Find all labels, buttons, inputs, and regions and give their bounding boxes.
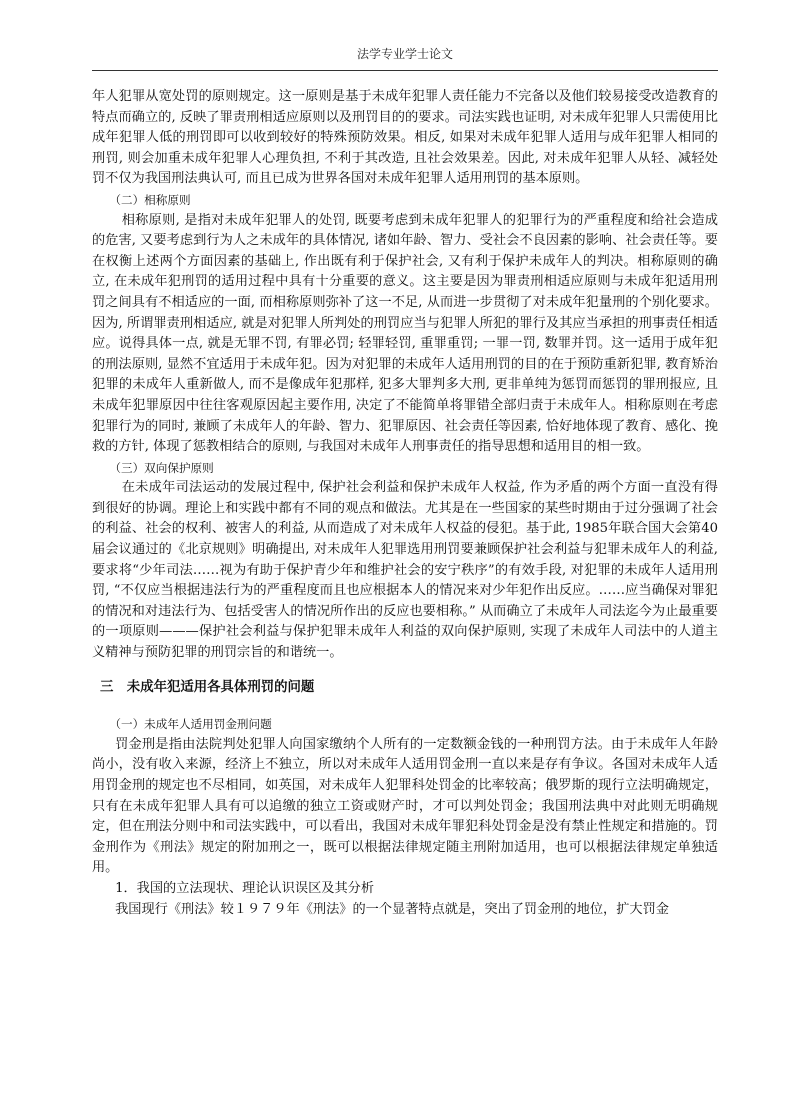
section-heading-3: 三 未成年犯适用各具体刑罚的问题: [100, 679, 315, 695]
spacer: [92, 698, 718, 714]
subheading-dual-protection: （三）双向保护原则: [109, 460, 214, 475]
subheading-proportionality: （二）相称原则: [109, 192, 191, 207]
paragraph-dual-protection: 在未成年司法运动的发展过程中, 保护社会利益和保护未成年人权益, 作为矛盾的两个方面一直没有得到很好的协调。理论上和实践中都有不同的观点和做法。尤其是在一些国家的某些时期由于过分强调了社会的利益、社会的权利、被害人的利益, 从而造成了对未成年人权益的侵犯。基于此, 1985年联合国大会第40 届会议通过的《北京规则》明确提出, 对未成年人犯罪选用刑罚要兼顾保护社会利益与犯罪未成年人的利益, 要求将“少年司法……视为有助于保护青少年和维护社会的安宁秩序”的有效手段, 对犯罪的未成年人适用刑罚, “不仅应当根据违法行为的严重程度而且也应根据本人的情况来对少年犯作出反应。……应当确保对罪犯的情况和对违法行为、包括受害人的情况所作出的反应也要相称。” 从而确立了未成年人司法迄今为止最重要的一项原则———保护社会利益与保护犯罪未成年人利益的双向保护原则, 实现了未成年人司法中的人道主义精神与预防犯罪的刑罚宗旨的和谐统一。: [92, 480, 718, 661]
paragraph-fines: 罚金刑是指由法院判处犯罪人向国家缴纳个人所有的一定数额金钱的一种刑罚方法。由于未成年人年龄尚小，没有收入来源，经济上不独立，所以对未成年人适用罚金刑一直以来是存有争议。各国对未成年人适用罚金刑的规定也不尽相同，如英国，对未成年人犯罪科处罚金的比率较高；俄罗斯的现行立法明确规定，只有在未成年犯罪人具有可以追缴的独立工资或财产时，才可以判处罚金；我国刑法典中对此则无明确规定，但在刑法分则中和司法实践中，可以看出，我国对未成年罪犯科处罚金是没有禁止性规定和措施的。罚金刑作为《刑法》规定的附加刑之一，既可以根据法律规定随主刑附加适用，也可以根据法律规定单独适用。: [92, 736, 718, 876]
subheading-fines: （一）未成年人适用罚金刑问题: [109, 717, 272, 732]
header-rule: [92, 70, 718, 71]
spacer: [92, 664, 718, 678]
running-header: 法学专业学士论文: [356, 47, 453, 61]
paragraph-legislation: 我国现行《刑法》较１９７９年《刑法》的一个显著特点就是，突出了罚金刑的地位，扩大罚金: [115, 901, 669, 917]
paragraph-proportionality: 相称原则, 是指对未成年犯罪人的处罚, 既要考虑到未成年犯罪人的犯罪行为的严重程度和给社会造成的危害, 又要考虑到行为人之未成年的具体情况, 诸如年龄、智力、受社会不良因素的影响、社会责任等。要在权衡上述两个方面因素的基础上, 作出既有利于保护社会, 又有利于保护未成年人的判决。相称原则的确立, 在未成年犯刑罚的适用过程中具有十分重要的意义。这主要是因为罪责刑相适应原则与未成年犯适用刑罚之间具有不相适应的一面, 而相称原则弥补了这一不足, 从而进一步贯彻了对未成年犯量刑的个别化要求。因为, 所谓罪责刑相适应, 就是对犯罪人所判处的刑罚应当与犯罪人所犯的罪行及其应当承担的刑事责任相适应。说得具体一点, 就是无罪不罚, 有罪必罚; 轻罪轻罚, 重罪重罚; 一罪一罚, 数罪并罚。这一适用于成年犯的刑法原则, 显然不宜适用于未成年犯。因为对犯罪的未成年人适用刑罚的目的在于预防重新犯罪, 教育矫治犯罪的未成年人重新做人, 而不是像成年犯那样, 犯多大罪判多大刑, 更非单纯为惩罚而惩罚的罪刑报应, 且未成年犯罪原因中往往客观原因起主要作用, 决定了不能简单将罪错全部归责于未成年人。相称原则在考虑犯罪行为的同时, 兼顾了未成年人的年龄、智力、犯罪原因、社会责任等因素, 恰好地体现了教育、感化、挽救的方针, 体现了惩教相结合的原则, 与我国对未成年人刑事责任的指导思想和适用目的相一致。: [92, 212, 718, 455]
paragraph-continuation: 年人犯罪从宽处罚的原则规定。这一原则是基于未成年犯罪人责任能力不完备以及他们较易接受改造教育的特点而确立的, 反映了罪责刑相适应原则以及刑罚目的的要求。司法实践也证明, 对未成年犯罪人只需使用比成年犯罪人低的刑罚即可以收到较好的特殊预防效果。相反, 如果对未成年犯罪人适用与成年犯罪人相同的刑罚, 则会加重未成年犯罪人心理负担, 不利于其改造, 且社会效果差。因此, 对未成年犯罪人从轻、减轻处罚不仅为我国刑法典认可, 而且已成为世界各国对未成年犯罪人适用刑罚的基本原则。: [92, 89, 718, 187]
numbered-heading-1: 1．我国的立法现状、理论认识误区及其分析: [115, 880, 375, 896]
document-body: [92, 87, 718, 920]
